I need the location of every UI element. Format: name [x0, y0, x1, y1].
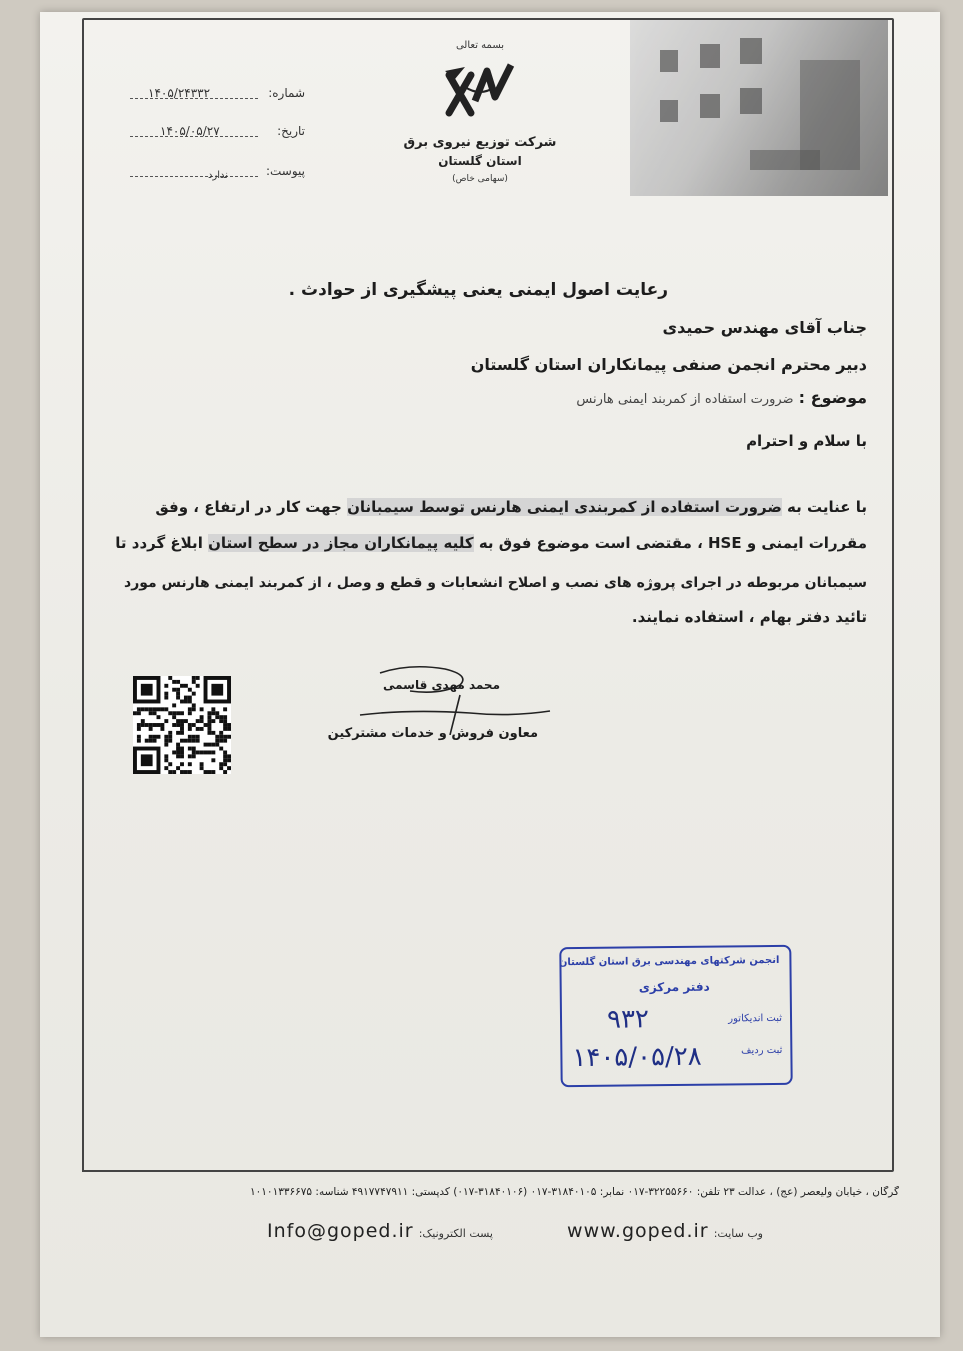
bismillah: بسمه تعالی — [455, 40, 505, 51]
footer-website-row — [567, 1220, 763, 1242]
footer-email-row — [267, 1220, 493, 1242]
body-line-3: سیمبانان مربوطه در اجرای پروژه های نصب و اصلاح انشعابات و قطع و وصل ، از کمربند ایمنی هارنس مورد — [124, 575, 867, 591]
attachment-value: ندارد — [208, 170, 229, 181]
recipient-name: جناب آقای مهندس حمیدی — [662, 318, 867, 337]
company-logo-icon — [435, 57, 525, 121]
safety-motto: رعایت اصول ایمنی یعنی پیشگیری از حوادث . — [288, 280, 668, 300]
greeting: با سلام و احترام — [746, 432, 867, 450]
footer-divider — [82, 1170, 892, 1172]
email-link[interactable]: Info@goped.ir — [267, 1220, 414, 1242]
stamp-date-value: ۱۴۰۵/۰۵/۲۸ — [572, 1041, 702, 1074]
signatory-title: معاون فروش و خدمات مشترکین — [327, 726, 538, 741]
stamp-row-label: ثبت ردیف — [741, 1044, 783, 1057]
number-value: ۱۴۰۵/۲۴۳۳۲ — [148, 86, 211, 100]
body-line-2-end: ابلاغ گردد تا — [115, 534, 203, 552]
subject-text: ضرورت استفاده از کمربند ایمنی هارنس — [576, 392, 794, 407]
body-line-1 — [155, 490, 867, 524]
stamp-indicator-label: ثبت اندیکاتور — [728, 1012, 783, 1025]
company-province: استان گلستان — [438, 154, 522, 168]
company-logo-block — [395, 40, 565, 230]
qr-code — [133, 676, 231, 774]
received-stamp — [559, 945, 792, 1087]
email-label: پست الکترونیک: — [418, 1227, 493, 1240]
stamp-org: انجمن شرکتهای مهندسی برق استان گلستان — [558, 954, 780, 969]
stamp-indicator-value: ۹۳۲ — [606, 1004, 650, 1035]
body-line-2 — [115, 526, 867, 560]
body-line-2-highlight: کلیه پیمانکاران مجاز در سطح استان — [208, 534, 474, 552]
footer-address: گرگان ، خیابان ولیعصر (عج) ، عدالت ۲۳ تلفن: ۳۲۲۵۵۶۶۰-۰۱۷ نمابر: ۳۱۸۴۰۱۰۵-۰۱۷ (۳۱۸۴۰۱۰۶-۰۱۷) کدپستی: ۴۹۱۷۷۴۷۹۱۱ شناسه: ۱۰۱۰۱۳۳۶۶۷۵ — [250, 1186, 899, 1198]
company-name: شرکت توزیع نیروی برق — [403, 135, 557, 150]
body-line-2-start: مقررات ایمنی و HSE ، مقتضی است موضوع فوق به — [478, 534, 867, 552]
stamp-office: دفتر مرکزی — [638, 979, 710, 995]
body-line-1-highlight: ضرورت استفاده از کمربندی ایمنی هارنس توسط سیمبانان — [347, 498, 782, 516]
subject-row — [576, 388, 867, 407]
body-line-1-start: با عنایت به — [787, 498, 867, 516]
recipient-title: دبیر محترم انجمن صنفی پیمانکاران استان گلستان — [470, 355, 867, 374]
date-value: ۱۴۰۵/۰۵/۲۷ — [160, 124, 220, 138]
attachment-label: پیوست: — [265, 164, 305, 178]
body-line-4: تائید دفتر بهام ، استفاده نمایند. — [631, 608, 867, 626]
date-label: تاریخ: — [277, 124, 305, 138]
website-link[interactable]: www.goped.ir — [567, 1220, 709, 1242]
number-row — [130, 86, 305, 102]
signatory-name: محمد مهدی قاسمی — [382, 678, 500, 692]
website-label: وب سایت: — [713, 1227, 763, 1240]
attachment-row — [130, 164, 305, 180]
number-label: شماره: — [268, 86, 305, 100]
date-row — [130, 124, 305, 140]
company-type: (سهامی خاص) — [452, 174, 508, 184]
subject-label: موضوع : — [798, 388, 867, 407]
body-line-1-end: جهت کار در ارتفاع ، وفق — [155, 498, 342, 516]
signature-scribble — [350, 655, 560, 735]
